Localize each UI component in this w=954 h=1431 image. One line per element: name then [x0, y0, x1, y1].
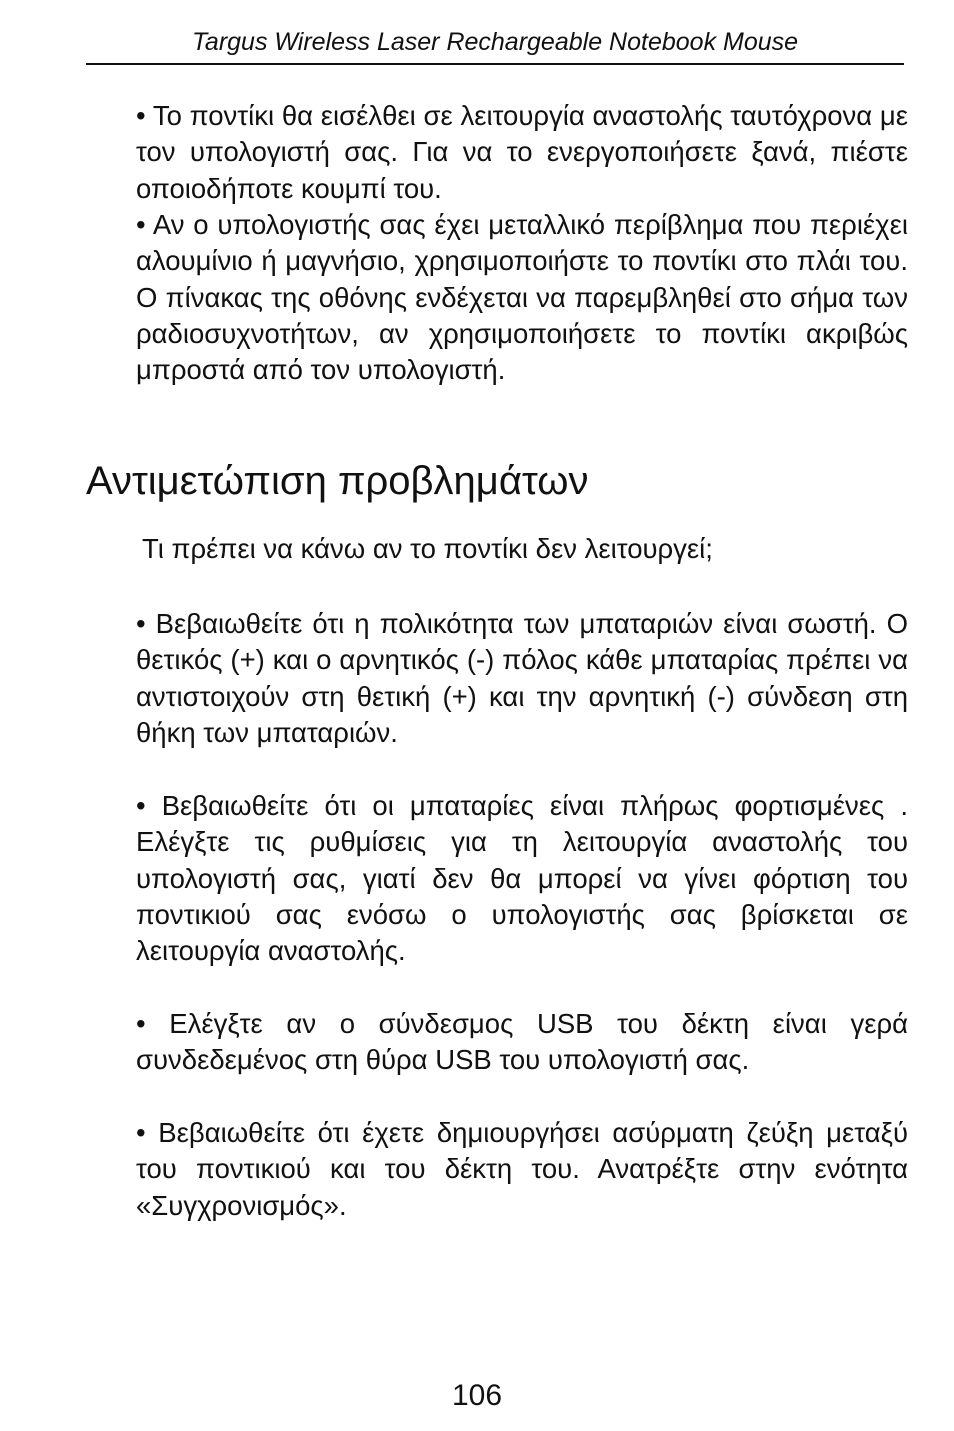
- troubleshooting-bullet-charging: • Βεβαιωθείτε ότι οι μπαταρίες είναι πλήρως φορτισμένες . Ελέγξτε τις ρυθμίσεις για τη λειτουργία αναστολής του υπολογιστή σας, γιατί δεν θα μπορεί να γίνει φόρτιση του ποντικιού σας ενόσω ο υπολογιστής σας βρίσκεται σε λειτουργία αναστολής.: [136, 790, 908, 967]
- header-rule: [86, 63, 904, 65]
- troubleshooting-bullet-polarity: • Βεβαιωθείτε ότι η πολικότητα των μπαταριών είναι σωστή. Ο θετικός (+) και ο αρνητικός (-) πόλος κάθε μπαταρίας πρέπει να αντιστοιχούν στη θετική (+) και την αρνητική (-) σύνδεση στη θήκη των μπαταριών.: [136, 608, 908, 748]
- running-header-title: Targus Wireless Laser Rechargeable Notebook Mouse: [191, 28, 799, 56]
- troubleshooting-question: Τι πρέπει να κάνω αν το ποντίκι δεν λειτουργεί;: [142, 533, 713, 564]
- intro-paragraph-sleep-mode: • Το ποντίκι θα εισέλθει σε λειτουργία αναστολής ταυτόχρονα με τον υπολογιστή σας. Για να το ενεργοποιήσετε ξανά, πιέστε οποιοδήποτε κουμπί του.: [136, 100, 908, 204]
- intro-paragraph-metal-case: • Αν ο υπολογιστής σας έχει μεταλλικό περίβλημα που περιέχει αλουμίνιο ή μαγνήσιο, χρησιμοποιήστε το ποντίκι στο πλάι του. Ο πίνακας της οθόνης ενδέχεται να παρεμβληθεί στο σήμα των ραδιοσυχνοτήτων, αν χρησιμοποιήσετε το ποντίκι ακριβώς μπροστά από τον υπολογιστή.: [136, 209, 908, 386]
- page-number: 106: [451, 1379, 503, 1412]
- section-heading-troubleshooting: Αντιμετώπιση προβλημάτων: [86, 459, 589, 503]
- troubleshooting-bullet-usb: • Ελέγξτε αν ο σύνδεσμος USB του δέκτη είναι γερά συνδεδεμένος στη θύρα USB του υπολογιστή σας.: [136, 1008, 908, 1076]
- troubleshooting-bullet-pairing: • Βεβαιωθείτε ότι έχετε δημιουργήσει ασύρματη ζεύξη μεταξύ του ποντικιού και του δέκτη του. Ανατρέξτε στην ενότητα «Συγχρονισμός».: [136, 1117, 908, 1221]
